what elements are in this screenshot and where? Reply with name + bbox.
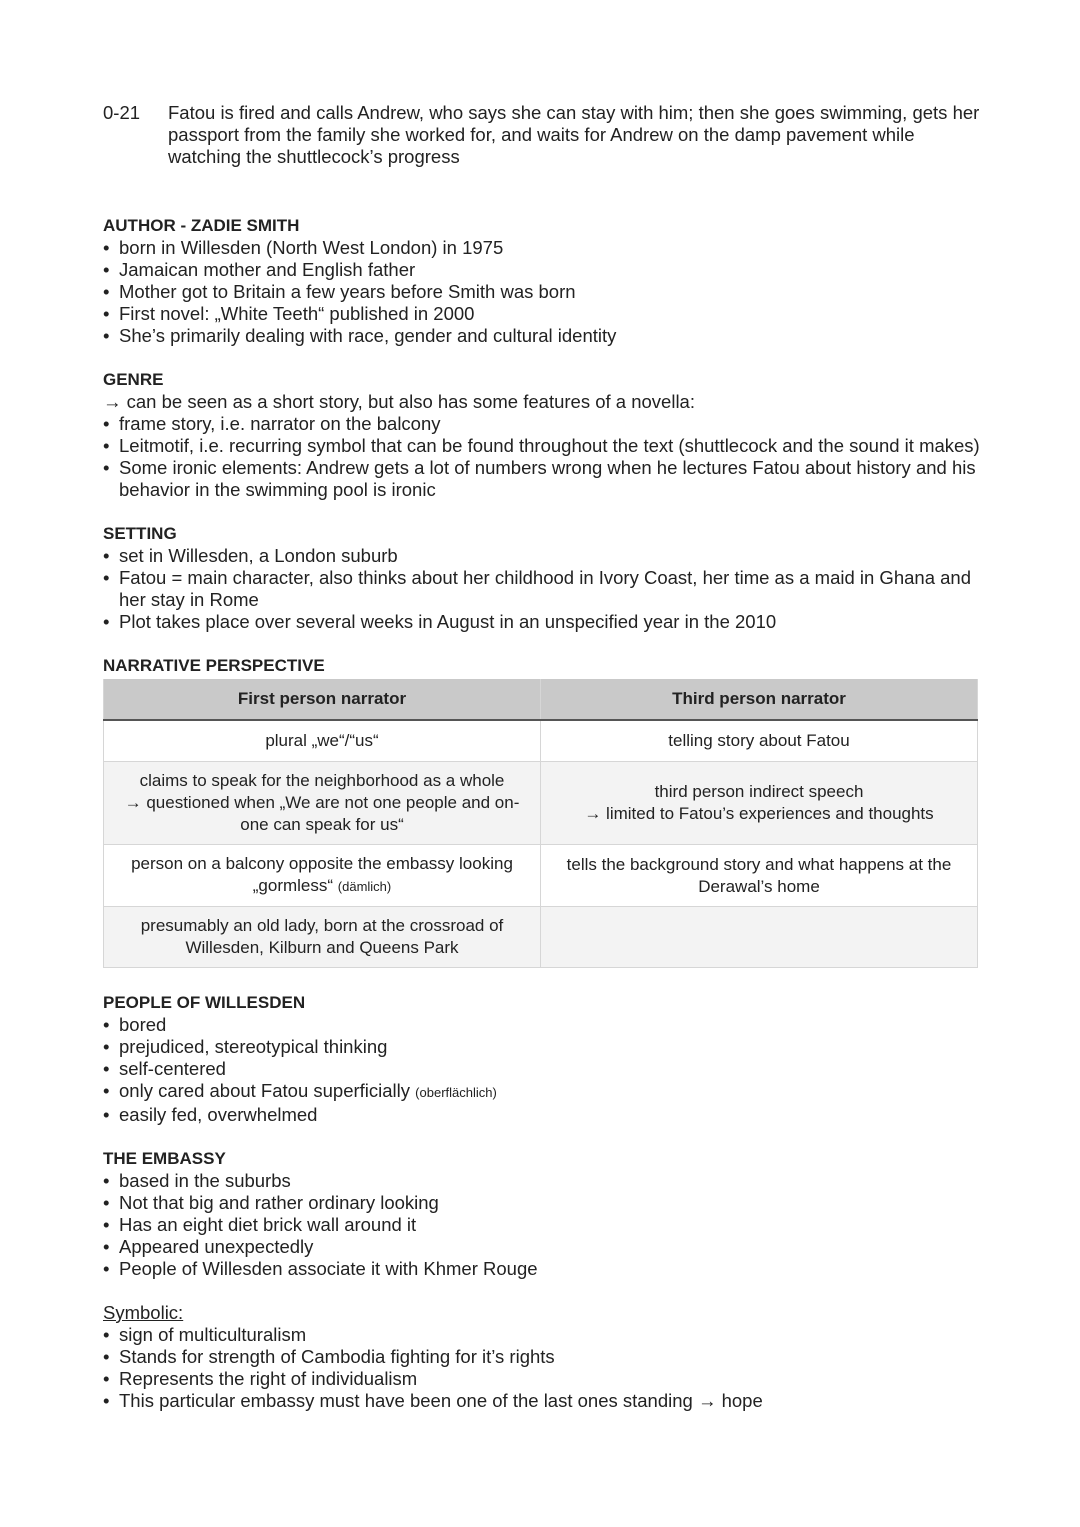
list-item: • She’s primarily dealing with race, gender and cultural identity — [103, 325, 983, 347]
list-item: • People of Willesden associate it with Khmer Rouge — [103, 1258, 983, 1280]
narrative-table — [103, 679, 978, 968]
list-item: • bored — [103, 1014, 983, 1036]
people-list — [103, 1014, 983, 1126]
setting-section — [103, 523, 983, 633]
author-heading: AUTHOR - ZADIE SMITH — [103, 216, 300, 235]
table-cell — [104, 845, 541, 907]
cell-text: person on a balcony opposite the embassy looking „gormless“ — [131, 854, 513, 895]
list-item: • Some ironic elements: Andrew gets a lot of numbers wrong when he lectures Fatou about history and his behavior in the swimming pool is ironic — [103, 457, 983, 501]
embassy-section — [103, 1148, 983, 1280]
list-item: • This particular embassy must have been one of the last ones standing → hope — [103, 1390, 983, 1412]
item-text: only cared about Fatou superficially — [119, 1080, 411, 1101]
list-item: • Plot takes place over several weeks in August in an unspecified year in the 2010 — [103, 611, 983, 633]
list-item: • Fatou = main character, also thinks about her childhood in Ivory Coast, her time as a maid in Ghana and her stay in Rome — [103, 567, 983, 611]
symbolic-section — [103, 1302, 983, 1412]
table-row — [104, 845, 978, 907]
table-row — [104, 907, 978, 968]
chapter-range: 0-21 — [103, 102, 141, 123]
list-item: • Has an eight diet brick wall around it — [103, 1214, 983, 1236]
table-cell — [541, 907, 978, 968]
genre-intro-line: → can be seen as a short story, but also has some features of a novella: — [103, 391, 695, 412]
translation-note: (dämlich) — [337, 879, 392, 894]
cell-line: → questioned when „We are not one people and on-one can speak for us“ — [124, 793, 520, 834]
list-item: • easily fed, overwhelmed — [103, 1104, 983, 1126]
cell-line: third person indirect speech — [654, 782, 864, 801]
list-item: • Not that big and rather ordinary looking — [103, 1192, 983, 1214]
table-cell: telling story about Fatou — [541, 720, 978, 762]
list-item: • prejudiced, stereotypical thinking — [103, 1036, 983, 1058]
list-item: • frame story, i.e. narrator on the balcony — [103, 413, 983, 435]
embassy-heading: THE EMBASSY — [103, 1149, 226, 1168]
list-item: • Leitmotif, i.e. recurring symbol that can be found throughout the text (shuttlecock and the sound it makes) — [103, 435, 983, 457]
document-page — [103, 102, 983, 1412]
list-item: • Appeared unexpectedly — [103, 1236, 983, 1258]
table-cell: plural „we“/“us“ — [104, 720, 541, 762]
list-item: • Represents the right of individualism — [103, 1368, 983, 1390]
narrative-section — [103, 655, 983, 968]
cell-line: claims to speak for the neighborhood as a whole — [139, 771, 505, 790]
people-heading: PEOPLE OF WILLESDEN — [103, 993, 306, 1012]
setting-heading: SETTING — [103, 524, 177, 543]
column-header-third-person: Third person narrator — [541, 679, 978, 720]
list-item — [103, 1080, 983, 1104]
column-header-first-person: First person narrator — [104, 679, 541, 720]
genre-section — [103, 369, 983, 501]
list-item: • sign of multiculturalism — [103, 1324, 983, 1346]
table-cell: presumably an old lady, born at the crossroad of Willesden, Kilburn and Queens Park — [104, 907, 541, 968]
genre-list — [103, 413, 983, 501]
list-item: • Mother got to Britain a few years before Smith was born — [103, 281, 983, 303]
table-cell — [541, 762, 978, 845]
setting-list — [103, 545, 983, 633]
symbolic-heading: Symbolic: — [103, 1302, 184, 1323]
symbolic-list — [103, 1324, 983, 1412]
cell-line: → limited to Fatou’s experiences and thoughts — [584, 804, 934, 823]
table-cell: tells the background story and what happens at the Derawal’s home — [541, 845, 978, 907]
list-item: • born in Willesden (North West London) in 1975 — [103, 237, 983, 259]
list-item: • self-centered — [103, 1058, 983, 1080]
list-item: • Jamaican mother and English father — [103, 259, 983, 281]
table-row — [104, 762, 978, 845]
list-item: • First novel: „White Teeth“ published in 2000 — [103, 303, 983, 325]
list-item: • Stands for strength of Cambodia fighting for it’s rights — [103, 1346, 983, 1368]
list-item: • based in the suburbs — [103, 1170, 983, 1192]
chapter-summary-text: Fatou is fired and calls Andrew, who says she can stay with him; then she goes swimming, gets her passport from the family she worked for, and waits for Andrew on the damp pavement while watching the shuttlecock’s progress — [168, 102, 980, 167]
embassy-list — [103, 1170, 983, 1280]
people-section — [103, 992, 983, 1126]
translation-note: (oberflächlich) — [415, 1085, 497, 1100]
narrative-heading: NARRATIVE PERSPECTIVE — [103, 656, 325, 675]
author-section — [103, 215, 983, 347]
author-list — [103, 237, 983, 347]
genre-heading: GENRE — [103, 370, 164, 389]
table-row — [104, 720, 978, 762]
table-cell — [104, 762, 541, 845]
list-item: • set in Willesden, a London suburb — [103, 545, 983, 567]
chapter-summary — [103, 102, 983, 168]
